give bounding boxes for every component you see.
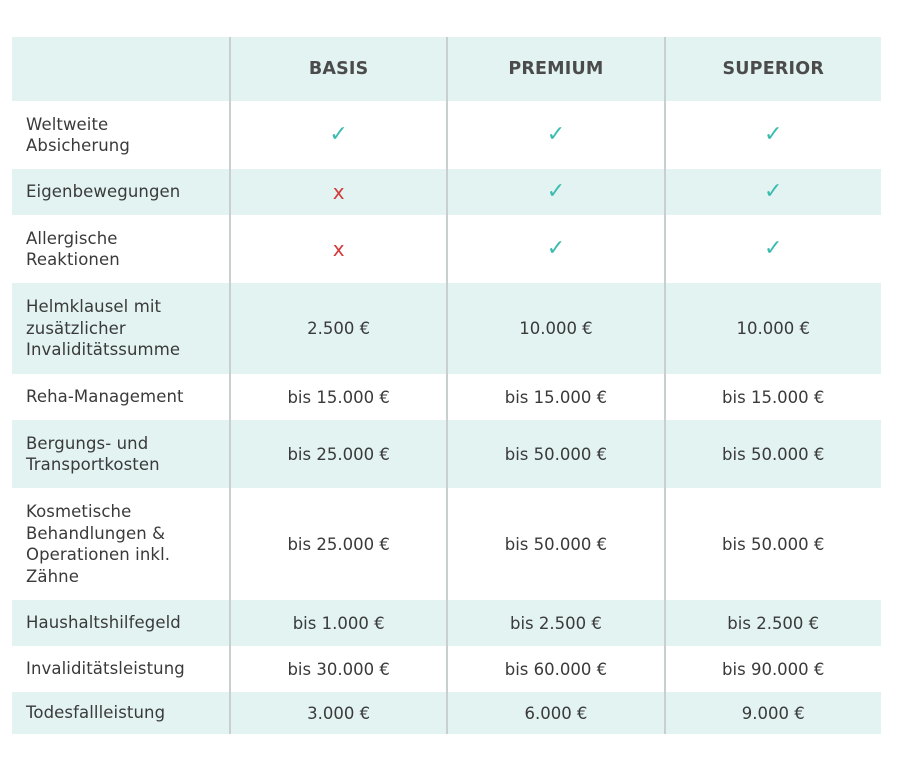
- cell-superior: [664, 169, 881, 215]
- cell-basis: [229, 283, 446, 374]
- cell-value: bis 50.000 €: [504, 444, 608, 464]
- cross-icon: x: [332, 237, 345, 261]
- cell-basis: [229, 374, 446, 420]
- cell-basis: [229, 600, 446, 646]
- cell-value: bis 50.000 €: [504, 534, 608, 554]
- row-label: Bergungs- und Transportkosten: [26, 433, 160, 474]
- cell-value: 2.500 €: [307, 319, 371, 338]
- cell-superior: [664, 215, 881, 283]
- row-label: Helmklausel mit zusätzlicher Invaliditätssumme: [26, 297, 181, 360]
- row-label: Reha-Management: [26, 387, 184, 407]
- cell-value: 6.000 €: [524, 703, 588, 723]
- checkmark-icon: ✓: [329, 122, 348, 147]
- cell-superior: [664, 488, 881, 600]
- checkmark-icon: ✓: [764, 122, 783, 147]
- cell-superior: [664, 646, 881, 692]
- cell-value: bis 15.000 €: [504, 387, 608, 407]
- cell-premium: [446, 374, 663, 420]
- cell-value: bis 15.000 €: [722, 387, 825, 407]
- cell-premium: [446, 420, 663, 488]
- cell-value: bis 25.000 €: [287, 444, 390, 464]
- cell-value: 9.000 €: [741, 703, 805, 723]
- cell-value: bis 30.000 €: [287, 659, 390, 679]
- table-row: [12, 101, 881, 169]
- table-row: [12, 600, 881, 646]
- table-row: [12, 374, 881, 420]
- cell-premium: [446, 488, 663, 600]
- cell-basis: [229, 488, 446, 600]
- table-header-row: [12, 37, 881, 101]
- column-header-basis: BASIS: [229, 37, 446, 101]
- cell-value: bis 2.500 €: [727, 613, 820, 633]
- cross-icon: x: [332, 180, 345, 204]
- row-label: Haushaltshilfegeld: [26, 613, 181, 633]
- cell-superior: [664, 374, 881, 420]
- row-label: Kosmetische Behandlungen & Operationen inkl. Zähne: [26, 502, 171, 586]
- cell-basis: [229, 692, 446, 734]
- table-row: [12, 692, 881, 734]
- cell-premium: [446, 101, 663, 169]
- cell-basis: [229, 169, 446, 215]
- cell-value: 3.000 €: [307, 703, 371, 723]
- checkmark-icon: ✓: [546, 179, 566, 204]
- cell-value: 10.000 €: [519, 319, 593, 338]
- table-row: [12, 488, 881, 600]
- checkmark-icon: ✓: [546, 122, 566, 147]
- cell-value: bis 25.000 €: [287, 534, 390, 554]
- cell-superior: [664, 420, 881, 488]
- cell-value: bis 60.000 €: [504, 659, 608, 679]
- cell-premium: [446, 283, 663, 374]
- table-row: [12, 646, 881, 692]
- header-empty-cell: [12, 37, 229, 101]
- row-label: Eigenbewegungen: [26, 182, 181, 202]
- cell-premium: [446, 215, 663, 283]
- table-row: [12, 215, 881, 283]
- table-row: [12, 420, 881, 488]
- cell-basis: [229, 420, 446, 488]
- cell-value: bis 90.000 €: [722, 659, 825, 679]
- cell-value: bis 1.000 €: [292, 613, 385, 633]
- row-label: Allergische Reaktionen: [26, 228, 120, 269]
- checkmark-icon: ✓: [546, 236, 566, 261]
- row-label: Invaliditätsleistung: [26, 659, 185, 679]
- cell-value: bis 15.000 €: [287, 387, 390, 407]
- column-header-premium: PREMIUM: [446, 37, 663, 101]
- cell-basis: [229, 101, 446, 169]
- cell-superior: [664, 692, 881, 734]
- cell-superior: [664, 101, 881, 169]
- cell-value: bis 50.000 €: [722, 534, 825, 554]
- row-label: Weltweite Absicherung: [26, 114, 130, 155]
- cell-premium: [446, 692, 663, 734]
- checkmark-icon: ✓: [764, 236, 783, 261]
- cell-basis: [229, 646, 446, 692]
- cell-superior: [664, 283, 881, 374]
- cell-superior: [664, 600, 881, 646]
- comparison-table: [12, 37, 881, 734]
- cell-premium: [446, 646, 663, 692]
- row-label: Todesfallleistung: [26, 703, 166, 723]
- table-row: [12, 169, 881, 215]
- cell-premium: [446, 600, 663, 646]
- table-body: [12, 101, 881, 734]
- cell-basis: [229, 215, 446, 283]
- checkmark-icon: ✓: [764, 179, 783, 204]
- cell-value: bis 2.500 €: [510, 613, 602, 633]
- cell-value: 10.000 €: [736, 319, 810, 338]
- column-header-superior: SUPERIOR: [664, 37, 881, 101]
- cell-premium: [446, 169, 663, 215]
- cell-value: bis 50.000 €: [722, 444, 825, 464]
- table-row: [12, 283, 881, 374]
